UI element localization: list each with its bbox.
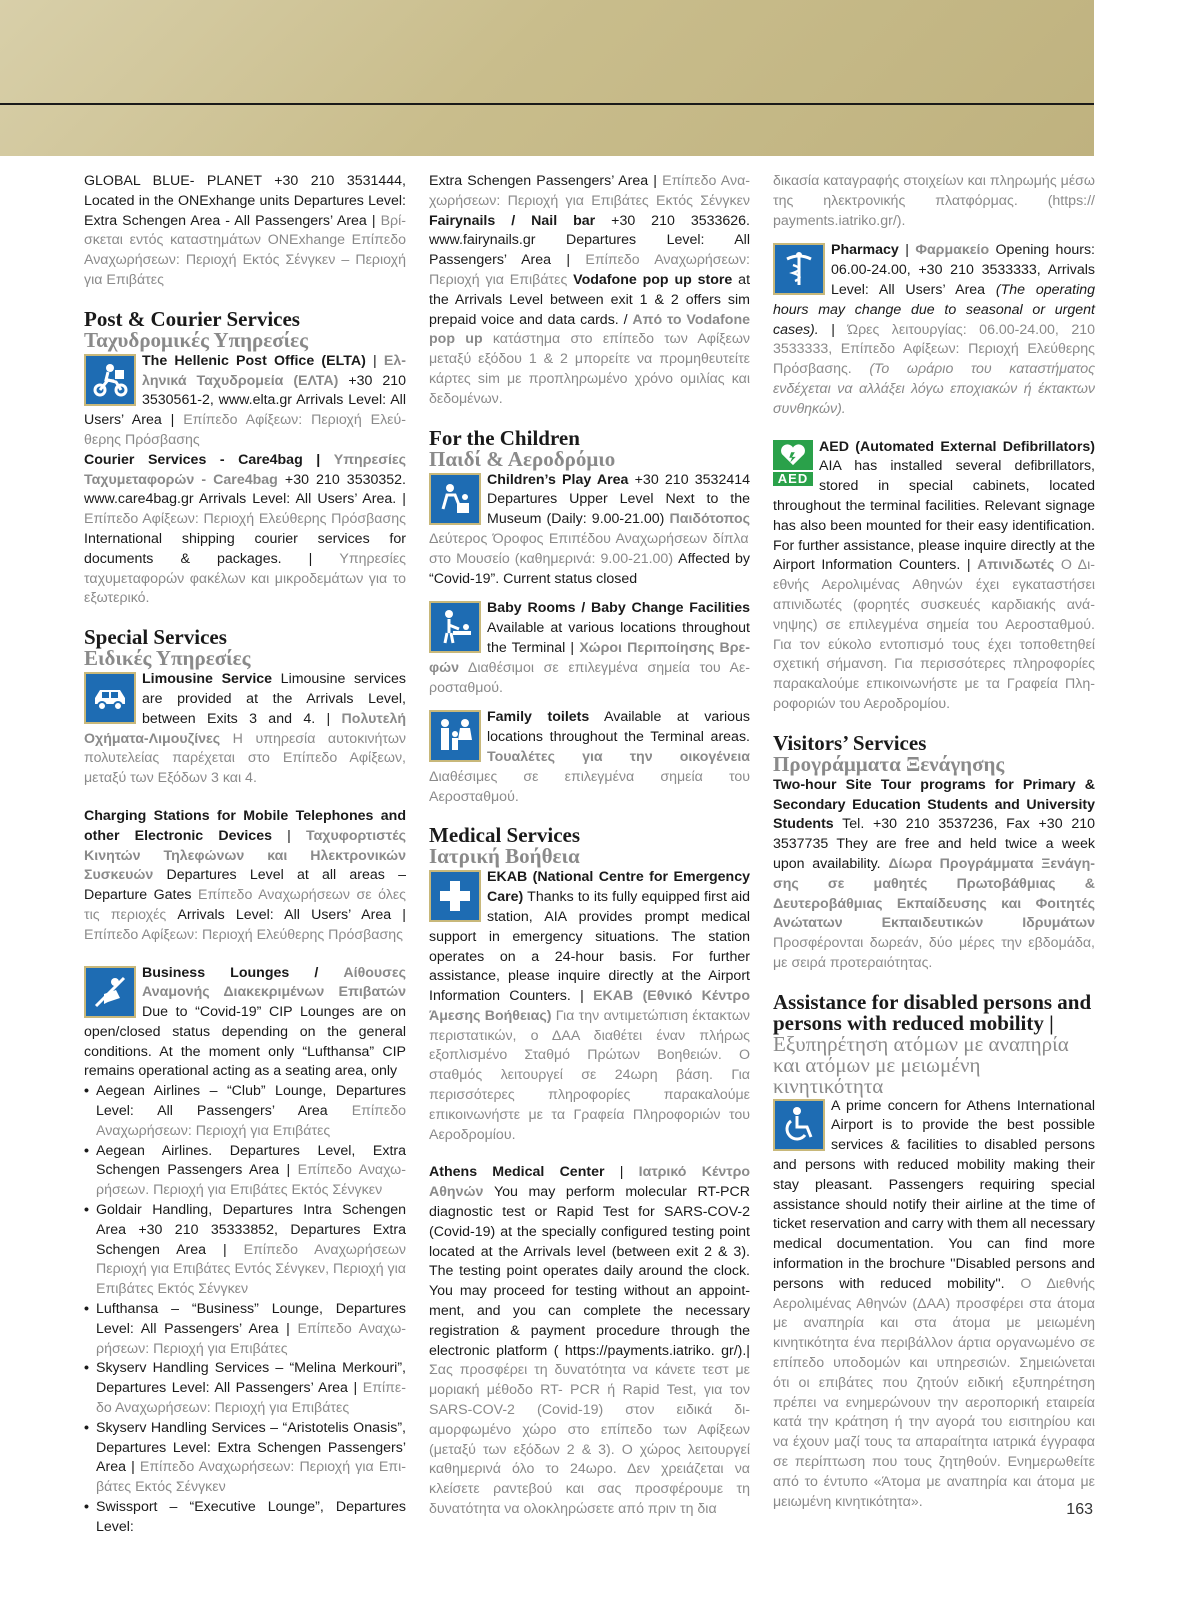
- text-run: Charging Stations for Mobile Telephones and other Electronic Devices: [84, 807, 406, 844]
- text-run: A prime concern for Athens International Airport is to provide the best possible services & facilities to disabled persons and persons with reduced mobility making their stay pleasant. Passengers requiring special assistance should notify their airline at the time of ticket reservation and carry with them all necessary medical documentation. You can find more information in the brochure ''Disabled persons and persons with reduced mobility''.: [773, 1097, 1095, 1292]
- lounges-list: [84, 1082, 406, 1537]
- text-run: κατάστημα στο επίπεδο των Αφίξεων μεταξύ εξόδου 1 & 2 μπορείτε να προμηθευτείτε κάρτες sim με προπληρωμένο χρόνο ομιλίας και δεδομένων.: [429, 331, 750, 407]
- text-run: (Το ωράριο του καταστήματος ενδέχεται να αλλάξει λόγω εποχιακών ή έκτακτων συνθηκών).: [773, 361, 1095, 417]
- text-run: Family toilets: [487, 709, 590, 726]
- text-run: Departures Level at all areas – Departure Gates: [84, 867, 406, 904]
- text-run: Διαθέσιμοι σε επιλεγμένα σημεία του Αεροσταθμού.: [429, 659, 750, 696]
- text-run: Επίπεδο Αναχωρήσεων: Περιοχή για Επιβάτες: [96, 1320, 407, 1357]
- text-run: Available at various locations throughout the Terminal |: [487, 620, 750, 656]
- text-run: AED (Automated External Defibrillators): [819, 438, 1095, 455]
- limousine-car-icon: [84, 672, 136, 724]
- list-item: [84, 1082, 406, 1141]
- text-run: Προσφέρονται δωρεάν, δύο μέρες την εβδομάδα, με σειρά προτεραιότητας.: [773, 935, 1095, 971]
- text-run: Φαρμακείο: [915, 242, 990, 259]
- text-run: Επίπεδο Αναχωρήσεων: Περιοχή για Επιβάτες: [96, 1380, 406, 1417]
- column-3: [773, 172, 1095, 1512]
- header-banner: [0, 0, 1094, 156]
- text-run: |: [365, 352, 384, 369]
- text-run: +30 210 3530352. www.care4bag.gr Arrivals Level: All Users’ Area. |: [84, 471, 406, 508]
- text-run: Limousine Service: [142, 671, 273, 688]
- text-run: Η υπηρεσία αυτοκινήτων πολυτελείας παρέχεται στο Επίπεδο Αφίξεων, μεταξύ των Εξόδων 3 και 4.: [84, 730, 406, 787]
- text-run: Υπηρεσίες ταχυμεταφορών φακέλων και μικροδεμάτων για το εξωτερικό.: [84, 550, 406, 607]
- text-run: |: [818, 321, 848, 338]
- text-run: Δεύτερος Όροφος Επιπέδου Αναχωρήσεων δίπλα στο Μουσείο (καθημερινά: 9.00-21.00): [429, 530, 749, 567]
- text-run: Ο Διεθνής Αερολιμένας Αθηνών (ΔΑΑ) προσφέρει στα άτομα με αναπηρία και στα άτομα με μειωμένη κινητικότητα ένα περιβάλλον άρτια οργανωμένο σε επίπεδο υποδομών και υπηρεσιών. Σημειώνεται ότι οι επιβάτες που ζητούν ειδική εξυπηρέτηση πρέπει να ενημερώνουν την αεροπορική εταιρεία κατά την κράτηση ή την αγορά του εισιτηρίου και να έχουν μαζί τους τα απαραίτητα ιατρικά έγγραφα σε περίπτωση που τους ζητηθούν. Ενημερωθείτε από το έντυπο «Άτομα με αναπηρία και άτομα με μειωμένη κινητικότητα».: [773, 1275, 1095, 1510]
- visitors-section-subtitle: Προγράμματα Ξενάγησης: [773, 751, 1005, 776]
- text-run: Due to “Covid-19” CIP Lounges are on open/closed status depending on the general conditions. At the moment only “Lufthansa” CIP remains operational acting as a seating area, only: [84, 1004, 406, 1080]
- text-run: ΕΚΑΒ (Εθνικό Κέντρο Άμεσης Βοήθειας): [429, 988, 750, 1024]
- text-run: Aegean Airlines. Departures Level, Extra Schengen Passengers Area |: [96, 1142, 406, 1179]
- post-section-title: Post & Courier Services: [84, 306, 300, 331]
- text-run: Thanks to its fully equipped first aid station, AIA provides prompt medical support in emergency situations. The station operates on a 24-hour basis. For further assistance, please inquire directly at the Airport Information Counters. |: [429, 889, 750, 1005]
- text-run: Δίωρα Προγράμματα Ξενάγησης σε μαθητές Πρωτοβάθμιας & Δευτεροβάθμιας Εκπαίδευσης και Φοιτητές Ανώτατων Εκπαιδευτικών Ιδρυμάτων: [773, 855, 1095, 932]
- text-run: Business Lounges: [142, 964, 290, 981]
- text-run: Επίπεδο Αναχωρήσεων: Περιοχή για Επιβάτες Εκτός Σένγκεν: [96, 1459, 406, 1496]
- text-run: Affected by “Covid-19”. Current status closed: [429, 550, 750, 587]
- special-section-subtitle: Ειδικές Υπηρεσίες: [84, 646, 251, 671]
- text-run: Skyserv Handling Services – “Aristotelis Onasis”, Departures Level: Extra Schengen Passengers’ Area |: [96, 1419, 406, 1476]
- text-run: |: [271, 827, 306, 844]
- family-toilet-icon: [429, 710, 481, 762]
- shops-continued-paragraph: [429, 172, 750, 410]
- text-run: Lufthansa – “Business” Lounge, Departures Level: All Passengers’ Area |: [96, 1301, 406, 1337]
- medical-cross-icon: [429, 870, 481, 922]
- courier-paragraph: [84, 451, 406, 609]
- text-run: Fairynails / Nail bar: [429, 212, 596, 229]
- text-run: Courier Services - Care4bag: [84, 451, 303, 468]
- text-run: Διαθέσιμες σε επιλεγμένα σημεία του Αεροσταθμού.: [429, 768, 750, 805]
- text-run: Απινιδωτές: [977, 557, 1055, 574]
- column-1: [84, 172, 406, 1538]
- medical-section-title: Medical Services: [429, 823, 581, 848]
- text-run: International shipping courier services for documents & packages. |: [84, 530, 406, 567]
- assistance-paragraph: [773, 1097, 1095, 1513]
- text-run: +30 210 3532414 Departures Upper Level Next to the Museum (Daily: 9.00-21.00): [487, 471, 751, 528]
- children-section-title: For the Children: [429, 425, 580, 450]
- assistance-section-subtitle: Εξυπηρέτηση ατόμων με αναπηρία και ατόμων με μειωμένη κινητικότητα: [773, 1031, 1069, 1098]
- text-run: |: [302, 451, 334, 468]
- wheelchair-accessibility-icon: [773, 1099, 825, 1151]
- list-item: [84, 1498, 406, 1538]
- text-run: Athens Medical Center: [429, 1164, 605, 1181]
- text-run: δικασία καταγραφής στοιχείων και πληρωμής μέσω της ηλεκτρονικής πλατφόρμας. (https:// payments.iatriko.gr/).: [773, 173, 1095, 229]
- text-run: Skyserv Handling Services – “Melina Merkouri”, Departures Level: All Passengers’ Area |: [96, 1360, 406, 1397]
- global-blue-paragraph: [84, 172, 406, 291]
- text-run: +30 210 3533626. www.fairynails.gr Departures Level: All Passengers’ Area |: [429, 212, 750, 269]
- text-run: Για την αντιμετώπιση έκτακτων περιστατικών, ο ΔΑΑ διαθέτει έναν πλήρως εξοπλισμένο Σταθμό Πρώτων Βοηθειών. Ο σταθμός λειτουργεί σε 24ωρη βάση. Για περισσότερες πληροφορίες παρακαλούμε επικοινωνήστε με τα Γραφεία Πληροφοριών του Αεροδρομίου.: [429, 1007, 750, 1143]
- text-run: AIA has installed several defibrillators, stored in special cabinets, located throughout the terminal facilities. Relevant signage has also been mounted for their easy identification. For further assistance, please inquire directly at the Airport Information Counters. |: [773, 458, 1095, 574]
- page-number: 163: [1066, 1501, 1093, 1518]
- pharmacy-caduceus-icon: [773, 243, 825, 295]
- text-run: Τουαλέτες για την οικογένεια: [487, 748, 750, 765]
- special-section-title: Special Services: [84, 625, 227, 650]
- assistance-section-title: Assistance for disabled persons and persons with reduced mobility | Εξυπηρέτηση ατόμων με αναπηρία και ατόμων με μειωμένη κινητικότητα: [773, 989, 1092, 1098]
- text-run: Tel. +30 210 3537236, Fax +30 210 3537735 They are free and held twice a week upon availability.: [773, 816, 1095, 872]
- business-lounge-seat-icon: [84, 966, 136, 1018]
- text-run: Παιδότοπος: [669, 511, 750, 528]
- text-run: Goldair Handling, Departures Intra Schengen Area +30 210 35333852, Departures Extra Schengen Area |: [96, 1202, 406, 1258]
- children-section-subtitle: Παιδί & Αεροδρόμιο: [429, 446, 616, 471]
- text-run: /: [289, 964, 344, 981]
- text-run: Extra Schengen Passengers’ Area |: [429, 173, 663, 189]
- text-run: Από το Vodafone pop up: [429, 311, 750, 348]
- text-run: Πολυτελή Οχήματα-Λιμουζίνες: [84, 710, 406, 747]
- text-run: Vodafone pop up store: [573, 271, 733, 288]
- text-run: Επίπεδο Αναχωρήσεων: Περιοχή για Επιβάτες: [96, 1103, 406, 1139]
- visitors-paragraph: [773, 776, 1095, 974]
- text-run: Υπηρεσίες Ταχυμεταφορών - Care4bag: [84, 451, 406, 488]
- text-run: Available at various locations throughout the Terminal areas.: [487, 709, 750, 746]
- post-section-subtitle: Ταχυδρομικές Υπηρεσίες: [84, 327, 309, 352]
- text-run: Ταχυφορτιστές Κινητών Τηλεφώνων και Ηλεκτρονικών Συσκευών: [84, 827, 406, 884]
- text-run: You may perform molecular RT-PCR diagnostic test or Rapid Test for SARS-COV-2 (Covid-19) at the specially configured testing point located at the Arrivals level (between exit 2 & 3). The testing point operates daily around the clock. You may proceed for testing without an appointment, and you can complete the necessary registration & payment procedure through the electronic platform ( https://payments.iatriko. gr/).|: [429, 1184, 750, 1359]
- text-run: Επίπεδο Αναχωρήσεων: Περιοχή για Επιβάτες: [429, 252, 750, 288]
- baby-change-icon: [429, 601, 481, 653]
- medical-continued-paragraph: [773, 172, 1095, 231]
- text-run: EKAB (National Centre for Emergency Care): [487, 869, 750, 906]
- text-run: Χώροι Περιποίησης Βρεφών: [429, 639, 750, 676]
- text-run: Baby Rooms / Baby Change Facilities: [487, 600, 750, 617]
- text-run: +30 210 3530561-2, www.elta.gr Arrivals Level: All Users’ Area |: [84, 372, 406, 429]
- text-run: Aegean Airlines – “Club” Lounge, Departures Level: All Passengers’ Area: [96, 1083, 406, 1120]
- list-item: [84, 1359, 406, 1418]
- text-run: Arrivals Level: All Users’ Area |: [166, 906, 406, 923]
- text-run: Swissport – “Executive Lounge”, Departures Level:: [96, 1499, 406, 1535]
- courier-scooter-icon: [84, 354, 136, 406]
- text-run: Αίθουσες Αναμονής Διακεκριμένων Επιβατών: [142, 964, 406, 1001]
- text-run: Opening hours: 06.00-24.00, +30 210 3533333, Arrivals Level: All Users’ Area: [831, 242, 1095, 298]
- charging-paragraph: [84, 807, 406, 946]
- text-run: The Hellenic Post Office (ELTA): [142, 352, 366, 369]
- text-run: Επίπεδο Αφίξεων: Περιοχή Ελεύθερης Πρόσβασης: [84, 926, 403, 943]
- aed-heart-icon: [773, 440, 813, 486]
- list-item: [84, 1419, 406, 1498]
- list-item: [84, 1300, 406, 1359]
- text-run: Βρίσκεται εντός καταστημάτων ONExhange Επίπεδο Αναχωρήσεων: Περιοχή Εκτός Σένγκεν – Περιοχή για Επιβάτες: [84, 212, 406, 288]
- athens-medical-paragraph: [429, 1163, 750, 1519]
- visitors-section-title: Visitors’ Services: [773, 730, 927, 755]
- text-run: Limousine services are provided at the Arrivals Level, between Exits 3 and 4. |: [142, 671, 407, 727]
- text-run: Επίπεδο Αναχωρήσεων. Περιοχή για Επιβάτες Εκτός Σένγκεν: [96, 1162, 406, 1199]
- text-run: Σας προσφέρει τη δυνατότητα να κάνετε τεστ με μοριακή μέθοδο RT- PCR ή Rapid Test, για τον SARS-COV-2 (Covid-19) στον ειδικά διαμορφωμένο χώρο στο επίπεδο των Αφίξεων (μεταξύ των εξόδων 2 & 3). Ο χώρος λειτουργεί καθημερινά όλο το 24ωρο. Δεν χρειάζεται να κλείσετε ραντεβού και σας προσφέρουμε τη δυνατότητα να ολοκληρώσετε από πριν τη δια: [429, 1362, 750, 1518]
- list-item: [84, 1201, 406, 1300]
- list-item: [84, 1142, 406, 1201]
- text-run: Επίπεδο Αναχωρήσεων: Περιοχή για Επιβάτες Εκτός Σένγκεν: [429, 173, 751, 209]
- text-run: Children’s Play Area: [487, 471, 629, 488]
- column-2: [429, 172, 750, 1520]
- text-run: Two-hour Site Tour programs for Primary & Secondary Education Students and University Students: [773, 776, 1095, 833]
- text-run: Επίπεδο Αφίξεων: Περιοχή Ελεύθερης Πρόσβασης: [84, 511, 406, 528]
- text-run: at the Arrivals Level between exit 1 & 2 offers sim prepaid voice and data cards. /: [429, 271, 751, 328]
- text-run: |: [604, 1164, 639, 1181]
- text-run: |: [898, 242, 916, 259]
- text-run: Pharmacy: [831, 242, 899, 259]
- text-run: Ελληνικά Ταχυδρομεία (ΕΛΤΑ): [142, 352, 406, 389]
- aed-paragraph: [773, 438, 1095, 715]
- medical-section-subtitle: Ιατρική Βοήθεια: [429, 844, 580, 869]
- aed-label: AED: [773, 472, 813, 486]
- text-run: GLOBAL BLUE- PLANET +30 210 3531444, Located in the ONExhange units Departures Level: Extra Schengen Area - All Passengers’ Area |: [84, 173, 406, 229]
- text-run: Επίπεδο Αναχωρήσεων Περιοχή για Επιβάτες Εντός Σένγκεν, Περιοχή για Επιβάτες Εκτός Σένγκεν: [96, 1241, 406, 1298]
- text-run: (The operating hours may change due to seasonal or urgent cases).: [773, 281, 1095, 338]
- text-run: Επίπεδο Αφίξεων: Περιοχή Ελεύθερης Πρόσβασης: [84, 412, 406, 448]
- header-divider: [0, 103, 1094, 105]
- text-run: Ιατρικό Κέντρο Αθηνών: [429, 1164, 751, 1201]
- text-run: Ώρες λειτουργίας: 06.00-24.00, 210 3533333, Επίπεδο Αφίξεων: Περιοχή Ελεύθερης Πρόσβασης.: [773, 321, 1096, 378]
- text-run: Επίπεδο Αναχωρήσεων σε όλες τις περιοχές: [84, 887, 406, 923]
- children-play-icon: [429, 473, 481, 525]
- text-run: Ο Διεθνής Αερολιμένας Αθηνών έχει εγκαταστήσει απινιδωτές (φορητές συσκευές καρδιακής ανάνηψης) σε επιλεγμένα σημεία του Αεροσταθμού. Για τον εύκολο εντοπισμό τους έχει τοποθετηθεί σχετική σήμανση. Για περισσότερες πληροφορίες παρακαλούμε επικοινωνήστε με τα Γραφεία Πληροφοριών του Αεροδρομίου.: [773, 557, 1095, 712]
